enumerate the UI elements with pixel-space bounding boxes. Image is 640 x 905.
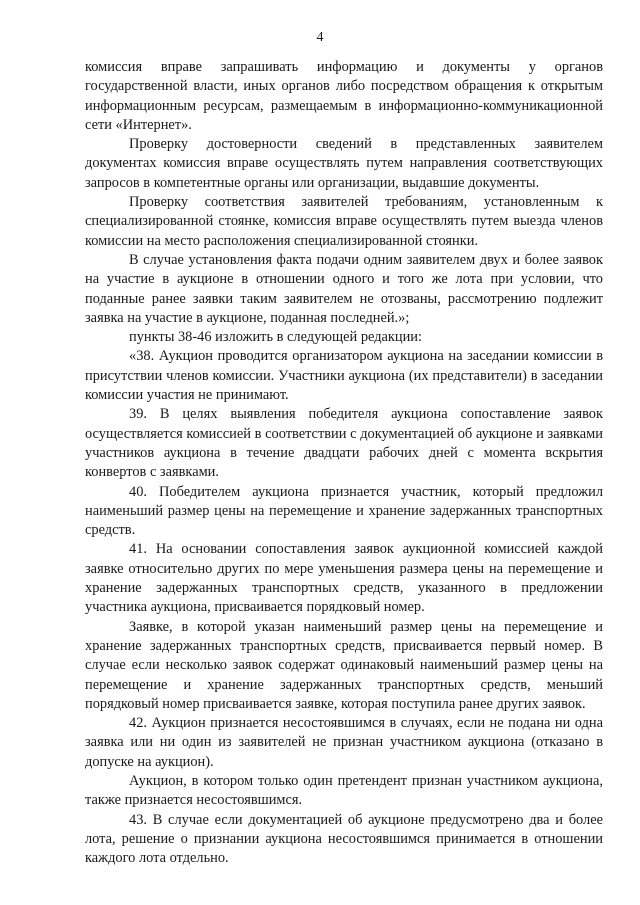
paragraph-item-42: 42. Аукцион признается несостоявшимся в случаях, если не подана ни одна заявка или ни один из заявителей не признан участником аукциона (отказано в допуске на аукцион). — [85, 715, 603, 770]
paragraph-compliance-check: Проверку соответствия заявителей требованиям, установленным к специализированной стоянке, комиссия вправе осуществлять путем выезда членов комиссии на место расположения специализированной стоянки. — [85, 194, 603, 249]
paragraph-request-info: комиссия вправе запрашивать информацию и документы у органов государственной власти, иных органов либо посредством обращения к открытым информационным ресурсам, размещаемым в информационно-коммуникационной сети «Интернет». — [85, 59, 603, 133]
paragraph-item-40: 40. Победителем аукциона признается участник, который предложил наименьший размер цены на перемещение и хранение задержанных транспортных средств. — [85, 483, 603, 539]
paragraph-verification: Проверку достоверности сведений в представленных заявителем документах комиссия вправе осуществлять путем направления соответствующих запросов в компетентные органы или организации, выдавшие документы. — [85, 136, 603, 191]
paragraph-item-43: 43. В случае если документацией об аукционе предусмотрено два и более лота, решение о признании аукциона несостоявшимся принимается в отношении каждого лота отдельно. — [85, 811, 603, 867]
paragraph-amendment-intro: пункты 38-46 изложить в следующей редакции: — [129, 329, 423, 346]
paragraph-item-41-continued: Заявке, в которой указан наименьший размер цены на перемещение и хранение задержанных транспортных средств, присваивается первый номер. В случае если несколько заявок содержат одинаковый наименьший размер цены на перемещение и хранение задержанных транспортных средств, меньший порядковый номер присваивается заявке, которая поступила ранее других заявок. — [85, 618, 603, 712]
paragraph-item-42-continued: Аукцион, в котором только один претендент признан участником аукциона, также признается несостоявшимся. — [85, 772, 603, 809]
paragraph-item-38: «38. Аукцион проводится организатором аукциона на заседании комиссии в присутствии членов комиссии. Участники аукциона (их представители) в заседании комиссии участия не принимают. — [85, 348, 603, 404]
page-number: 4 — [316, 30, 324, 45]
paragraph-item-39: 39. В целях выявления победителя аукциона сопоставление заявок осуществляется комиссией в соответствии с документацией об аукционе и заявками участников аукциона в течение двадцати рабочих дней с момента вскрытия конвертов с заявками. — [85, 406, 603, 481]
paragraph-item-41: 41. На основании сопоставления заявок аукционной комиссией каждой заявке относительно других по мере уменьшения размера цены на перемещение и хранение задержанных транспортных средств, указанного в предложении участника аукциона, присваивается порядковый номер. — [85, 541, 603, 616]
document-body — [85, 58, 603, 868]
paragraph-duplicate-applications: В случае установления факта подачи одним заявителем двух и более заявок на участие в аукционе в отношении одного и того же лота при условии, что поданные ранее заявки таким заявителем не отозваны, рассмотрению подлежит заявка на участие в аукционе, поданная последней.»; — [85, 251, 603, 326]
